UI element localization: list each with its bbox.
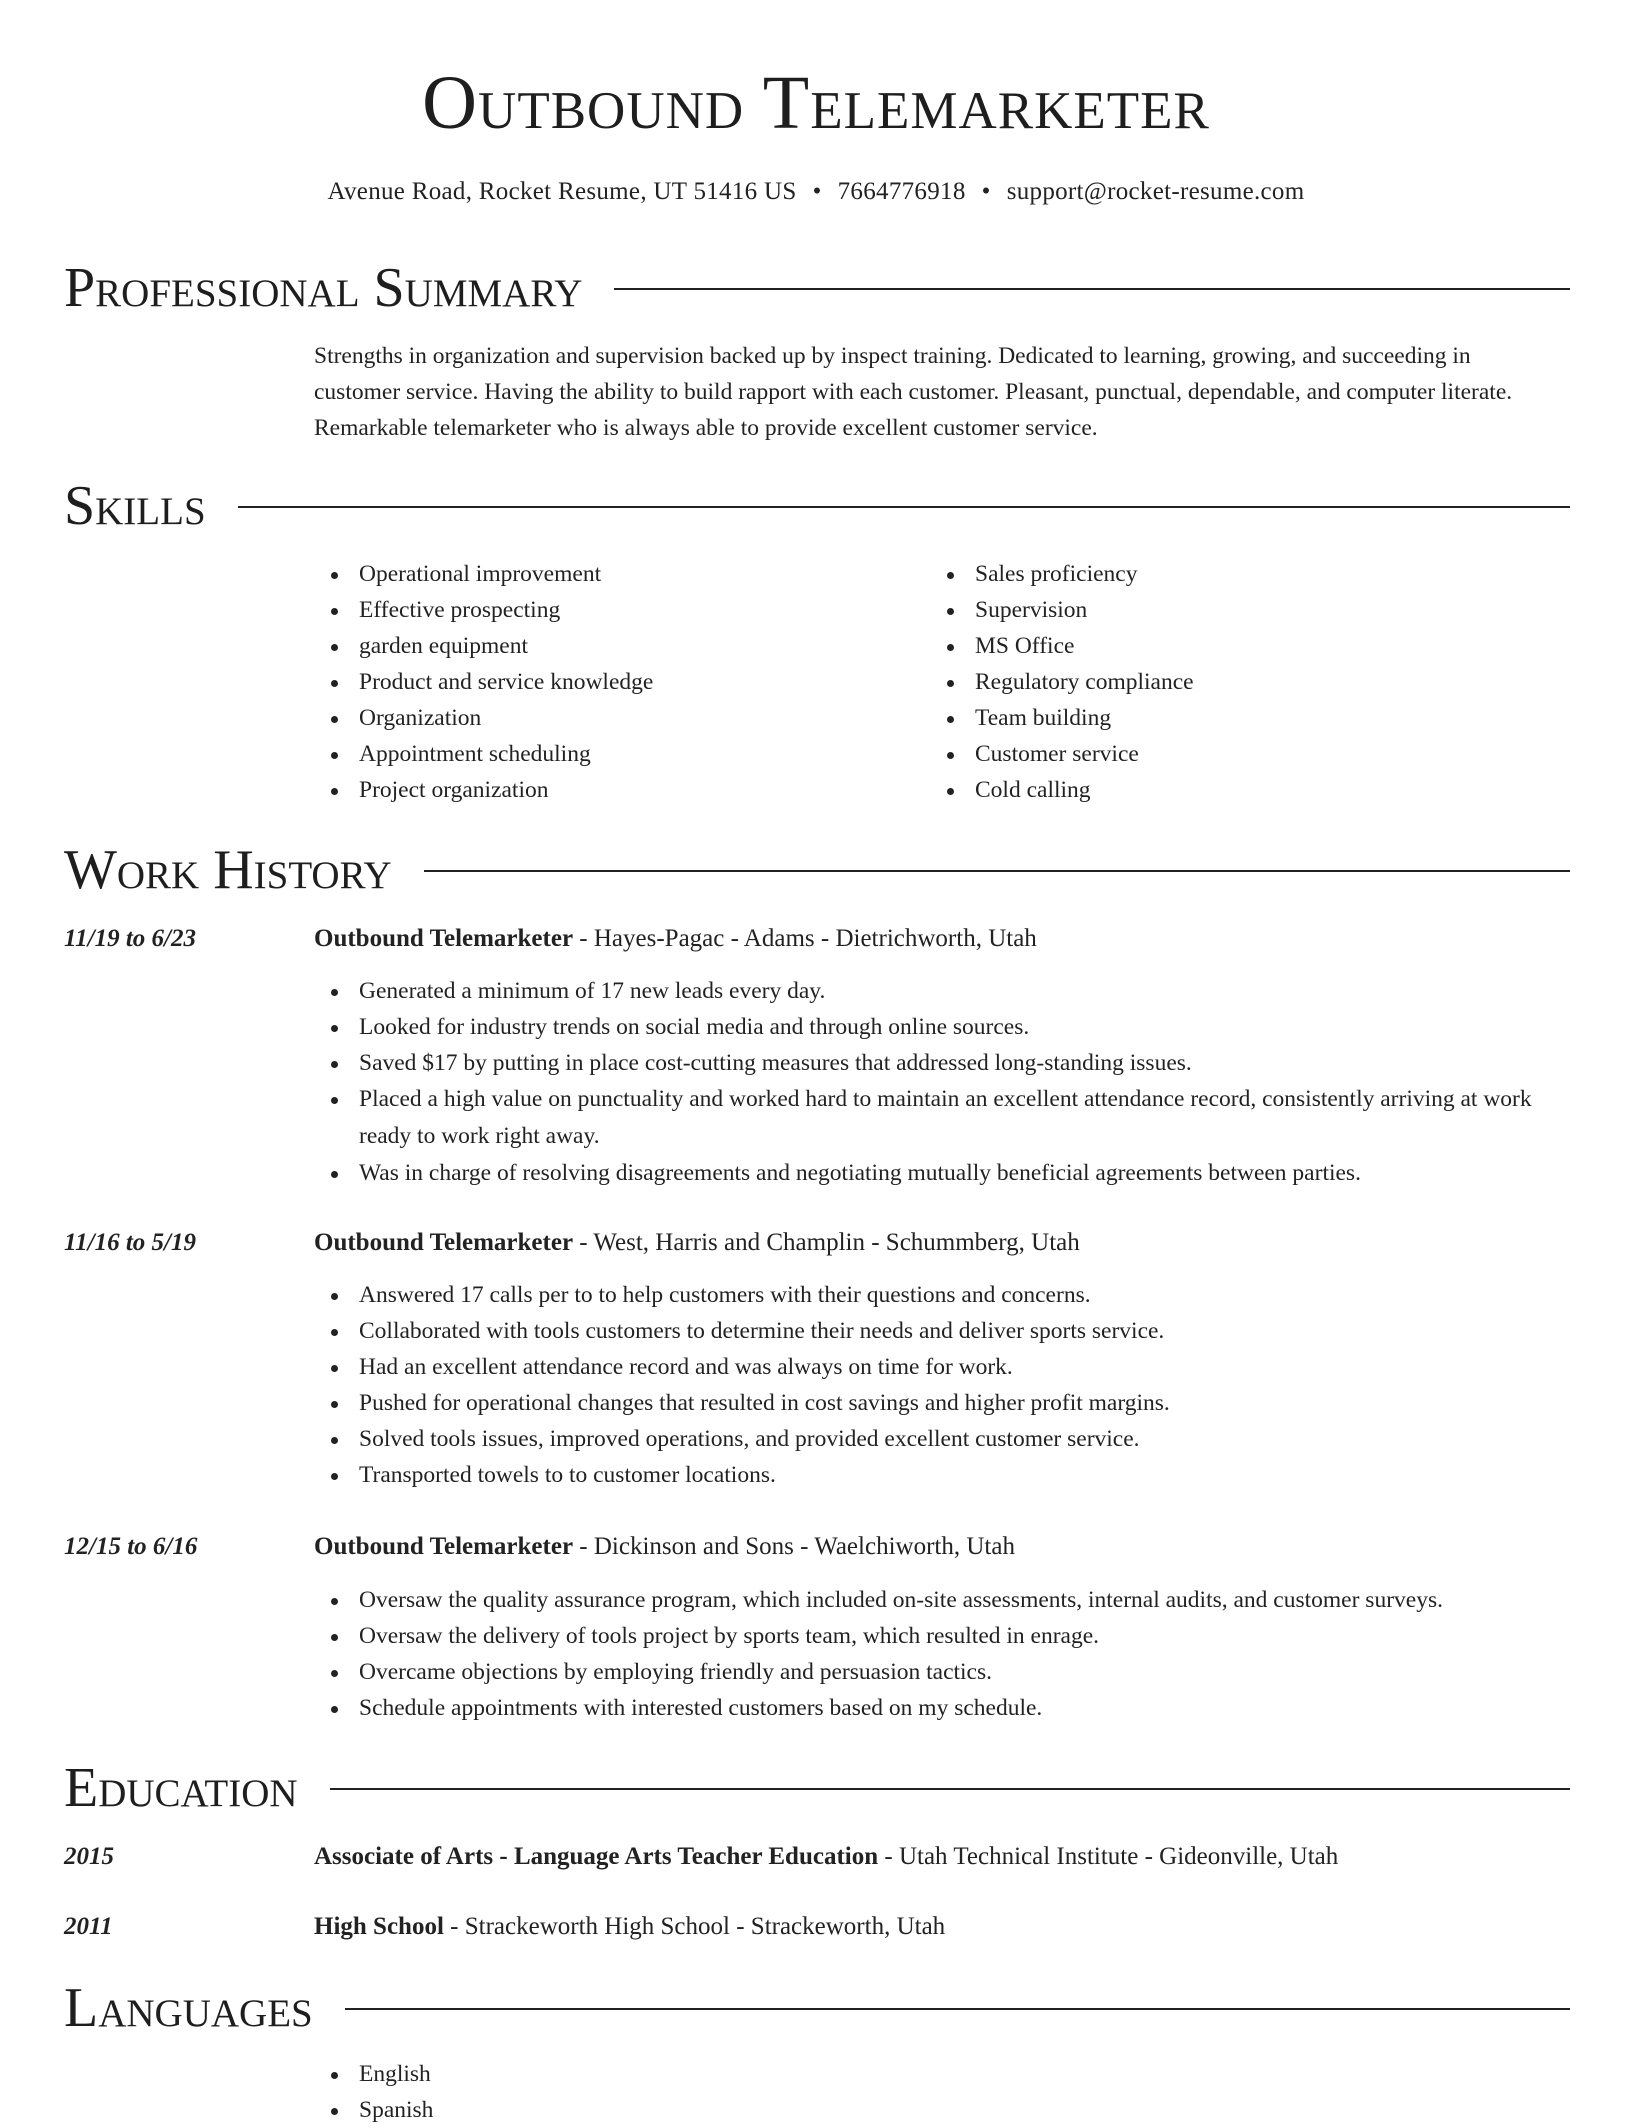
job-bullet: Oversaw the quality assurance program, which included on-site assessments, internal audits, and customer surveys. (314, 1582, 1564, 1618)
language-item: Spanish (314, 2092, 914, 2128)
section-divider (614, 288, 1570, 290)
section-title: Education (64, 1757, 298, 1819)
education-heading (314, 1909, 1564, 1945)
education-heading (314, 1839, 1564, 1875)
job-role: Outbound Telemarketer (314, 925, 574, 952)
job-bullet: Generated a minimum of 17 new leads every day. (314, 973, 1564, 1009)
summary-text: Strengths in organization and supervision backed up by inspect training. Dedicated to learning, growing, and succeeding in customer service. Having the ability to build rapport with each customer. Pleasant, punctual, dependable, and computer literate. Remarkable telemarketer who is always able to provide excellent customer service. (314, 343, 1513, 441)
section-title: Professional Summary (64, 257, 583, 319)
job-dates: 11/19 to 6/23 (64, 925, 196, 952)
skill-item: Product and service knowledge (314, 664, 874, 700)
job-details: - Hayes-Pagac - Adams - Dietrichworth, Utah (573, 925, 1037, 952)
contact-separator: • (812, 178, 822, 205)
section-divider (424, 870, 1570, 872)
education-degree: Associate of Arts - Language Arts Teacher Education (314, 1843, 879, 1870)
skill-item: Customer service (930, 736, 1490, 772)
job-bullet: Transported towels to to customer locations. (314, 1457, 1564, 1493)
section-header-education (64, 1756, 1570, 1820)
job-bullets (314, 973, 1564, 1191)
section-title: Skills (64, 475, 206, 537)
job-bullet: Collaborated with tools customers to determine their needs and deliver sports service. (314, 1313, 1564, 1349)
job-bullet: Was in charge of resolving disagreements and negotiating mutually beneficial agreements between parties. (314, 1155, 1564, 1191)
job-role: Outbound Telemarketer (314, 1533, 574, 1560)
skill-item: Regulatory compliance (930, 664, 1490, 700)
job-bullets (314, 1277, 1564, 1493)
education-year: 2015 (64, 1843, 114, 1870)
education-details: - Utah Technical Institute - Gideonville, Utah (878, 1843, 1339, 1870)
skill-item: Organization (314, 700, 874, 736)
job-heading (314, 1225, 1564, 1261)
candidate-name: Outbound Telemarketer (422, 61, 1210, 145)
skill-item: garden equipment (314, 628, 874, 664)
job-bullet: Looked for industry trends on social media and through online sources. (314, 1009, 1564, 1045)
education-details: - Strackeworth High School - Strackeworth, Utah (443, 1913, 946, 1940)
section-header-languages (64, 1976, 1570, 2040)
contact-line (0, 174, 1632, 210)
job-heading (314, 1529, 1564, 1565)
job-details: - West, Harris and Champlin - Schummberg, Utah (573, 1229, 1080, 1256)
skill-item: MS Office (930, 628, 1490, 664)
skill-item: Sales proficiency (930, 556, 1490, 592)
section-divider (330, 1788, 1570, 1790)
job-details: - Dickinson and Sons - Waelchiworth, Utah (573, 1533, 1015, 1560)
job-bullet: Had an excellent attendance record and was always on time for work. (314, 1349, 1564, 1385)
skill-item: Team building (930, 700, 1490, 736)
job-bullet: Schedule appointments with interested customers based on my schedule. (314, 1690, 1564, 1726)
skill-item: Effective prospecting (314, 592, 874, 628)
job-bullet: Oversaw the delivery of tools project by sports team, which resulted in enrage. (314, 1618, 1564, 1654)
section-title: Work History (64, 839, 392, 901)
skill-item: Project organization (314, 772, 874, 808)
section-divider (238, 506, 1570, 508)
skills-column-right (930, 556, 1490, 808)
language-item: English (314, 2056, 914, 2092)
job-bullet: Saved $17 by putting in place cost-cutting measures that addressed long-standing issues. (314, 1045, 1564, 1081)
contact-separator: • (981, 178, 991, 205)
education-year: 2011 (64, 1913, 113, 1940)
languages-list (314, 2056, 914, 2128)
skill-item: Cold calling (930, 772, 1490, 808)
job-role: Outbound Telemarketer (314, 1229, 574, 1256)
job-heading (314, 921, 1564, 957)
section-divider (345, 2008, 1570, 2010)
contact-phone[interactable]: 7664776918 (837, 178, 966, 205)
job-bullet: Overcame objections by employing friendly and persuasion tactics. (314, 1654, 1564, 1690)
job-bullet: Answered 17 calls per to to help customers with their questions and concerns. (314, 1277, 1564, 1313)
education-degree: High School (314, 1913, 444, 1940)
skill-item: Operational improvement (314, 556, 874, 592)
job-bullet: Placed a high value on punctuality and worked hard to maintain an excellent attendance record, consistently arriving at work ready to work right away. (314, 1081, 1564, 1155)
contact-email[interactable]: support@rocket-resume.com (1006, 178, 1305, 205)
job-bullet: Pushed for operational changes that resulted in cost savings and higher profit margins. (314, 1385, 1564, 1421)
job-bullets (314, 1582, 1564, 1726)
contact-address: Avenue Road, Rocket Resume, UT 51416 US (327, 178, 797, 205)
section-title: Languages (64, 1977, 313, 2039)
section-header-summary (64, 256, 1570, 320)
section-header-work-history (64, 838, 1570, 902)
job-dates: 12/15 to 6/16 (64, 1533, 198, 1560)
skills-column-left (314, 556, 874, 808)
section-header-skills (64, 474, 1570, 538)
job-dates: 11/16 to 5/19 (64, 1229, 196, 1256)
skill-item: Supervision (930, 592, 1490, 628)
skill-item: Appointment scheduling (314, 736, 874, 772)
job-bullet: Solved tools issues, improved operations, and provided excellent customer service. (314, 1421, 1564, 1457)
